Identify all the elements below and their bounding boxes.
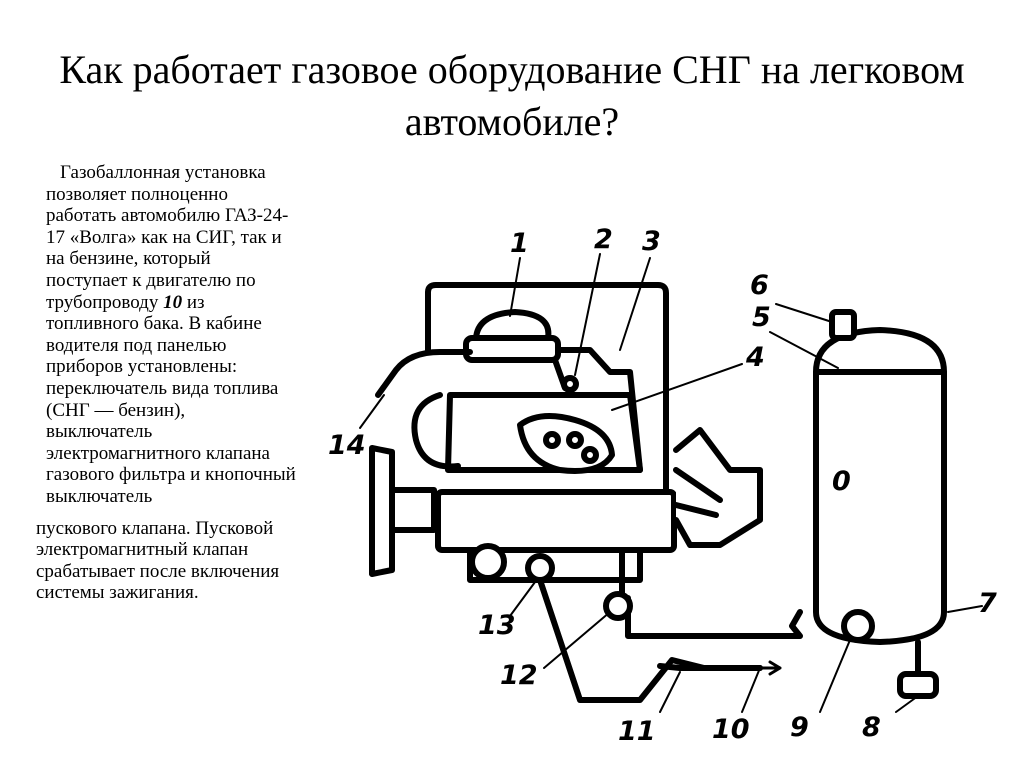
- callout-5: 5: [752, 302, 771, 333]
- fan-hub: [392, 490, 434, 530]
- left-pipe: [378, 352, 470, 395]
- gas-filter: [606, 594, 630, 618]
- callout-7: 7: [978, 588, 997, 619]
- multivalve: [844, 612, 872, 640]
- pulley: [472, 546, 504, 578]
- fuel-line-10: [660, 666, 760, 668]
- callout-4: 4: [746, 342, 765, 373]
- fuel-arrow: [760, 662, 780, 674]
- callout-3: 3: [642, 226, 661, 257]
- gas-line-11: [540, 580, 760, 700]
- paragraph-1-continuation: из топливного бака. В кабине водителя под панелью приборов установлены: переключатель вида топлива (СНГ — бензин), выключатель электромагнитного клапана газового фильтра и кнопочный выключатель: [46, 291, 296, 507]
- callout-2: 2: [594, 224, 613, 255]
- regulator-cap: [476, 312, 548, 338]
- cylinder-valve: [832, 312, 854, 338]
- valve-13: [528, 556, 552, 580]
- callout-1: 1: [510, 228, 529, 259]
- callout-12: 12: [500, 660, 538, 691]
- fan-blade: [372, 448, 392, 574]
- callout-13: 13: [478, 610, 516, 641]
- callout-14: 14: [328, 430, 366, 461]
- paragraph-1-text: Газобаллонная установка позволяет полноценно работать автомобилю ГАЗ-24-17 «Волга» как на СИГ, так и на бензине, который поступает к двигателю по трубопроводу: [46, 162, 289, 313]
- paragraph-1: [46, 162, 296, 508]
- pipeline-number: 10: [163, 291, 183, 313]
- paragraph-2: пускового клапана. Пусковой электромагнитный клапан срабатывает после включения системы зажигания.: [36, 517, 280, 604]
- lpg-system-diagram: [320, 205, 1020, 760]
- cylinder-label: 0: [832, 466, 851, 497]
- slide-title: Как работает газовое оборудование СНГ на легковом автомобиле?: [59, 47, 965, 144]
- callout-6: 6: [750, 270, 769, 301]
- gas-main-line: [628, 598, 800, 636]
- callout-9: 9: [790, 712, 809, 743]
- callout-8: 8: [862, 712, 881, 743]
- body-text: [36, 162, 296, 604]
- regulator-body: [466, 338, 558, 360]
- callout-11: 11: [618, 716, 656, 747]
- callout-10: 10: [712, 714, 750, 745]
- gearbox: [676, 430, 760, 545]
- engine-lower-block: [438, 492, 674, 550]
